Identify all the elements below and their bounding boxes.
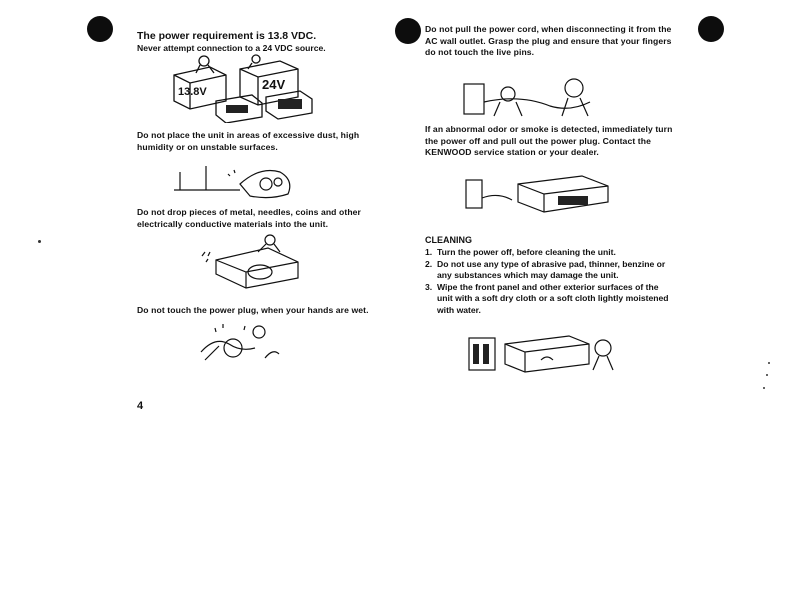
scan-speck bbox=[768, 362, 770, 364]
binder-hole-center bbox=[395, 18, 421, 44]
cleaning-item-1: 1. Turn the power off, before cleaning the unit. bbox=[425, 247, 616, 257]
cleaning-heading: CLEANING bbox=[425, 235, 472, 245]
binder-hole-left bbox=[87, 16, 113, 42]
binder-hole-right bbox=[698, 16, 724, 42]
illustration-unstable-surface bbox=[170, 160, 300, 202]
cleaning-item-2: 2. Do not use any type of abrasive pad, thinner, benzine or any substances which may damage the unit. bbox=[425, 258, 666, 281]
label-13-8v: 13.8V bbox=[178, 86, 207, 98]
cleaning-list bbox=[425, 247, 675, 317]
illustration-pulling-cord bbox=[460, 72, 610, 122]
illustration-unplug-unit bbox=[462, 172, 612, 214]
metal-objects-warning: Do not drop pieces of metal, needles, coins and other electrically conductive materials into the unit. bbox=[137, 207, 361, 229]
page-number: 4 bbox=[137, 400, 144, 412]
scan-speck bbox=[766, 374, 768, 376]
illustration-metal-objects bbox=[198, 232, 303, 290]
power-cord-warning: Do not pull the power cord, when disconnecting it from the AC wall outlet. Grasp the plug and ensure that your fingers do not touch the live pins. bbox=[425, 24, 672, 58]
illustration-voltage-batteries bbox=[170, 53, 315, 123]
illustration-cleaning bbox=[465, 330, 625, 374]
cleaning-item-3: 3. Wipe the front panel and other exterior surfaces of the unit with a soft dry cloth or a soft cloth lightly moistened with water. bbox=[425, 281, 669, 315]
abnormal-odor-warning: If an abnormal odor or smoke is detected, immediately turn the power off and pull out the power plug. Contact the KENWOOD service station or your dealer. bbox=[425, 124, 673, 158]
power-requirement-heading: The power requirement is 13.8 VDC. bbox=[137, 30, 317, 42]
scan-speck bbox=[763, 387, 765, 389]
label-24v: 24V bbox=[262, 77, 286, 92]
power-requirement-subtext: Never attempt connection to a 24 VDC source. bbox=[137, 43, 326, 53]
wet-hands-warning: Do not touch the power plug, when your hands are wet. bbox=[137, 305, 369, 315]
scan-speck bbox=[38, 240, 41, 243]
illustration-wet-hands bbox=[195, 318, 285, 366]
dust-humidity-warning: Do not place the unit in areas of excessive dust, high humidity or on unstable surfaces. bbox=[137, 130, 360, 152]
